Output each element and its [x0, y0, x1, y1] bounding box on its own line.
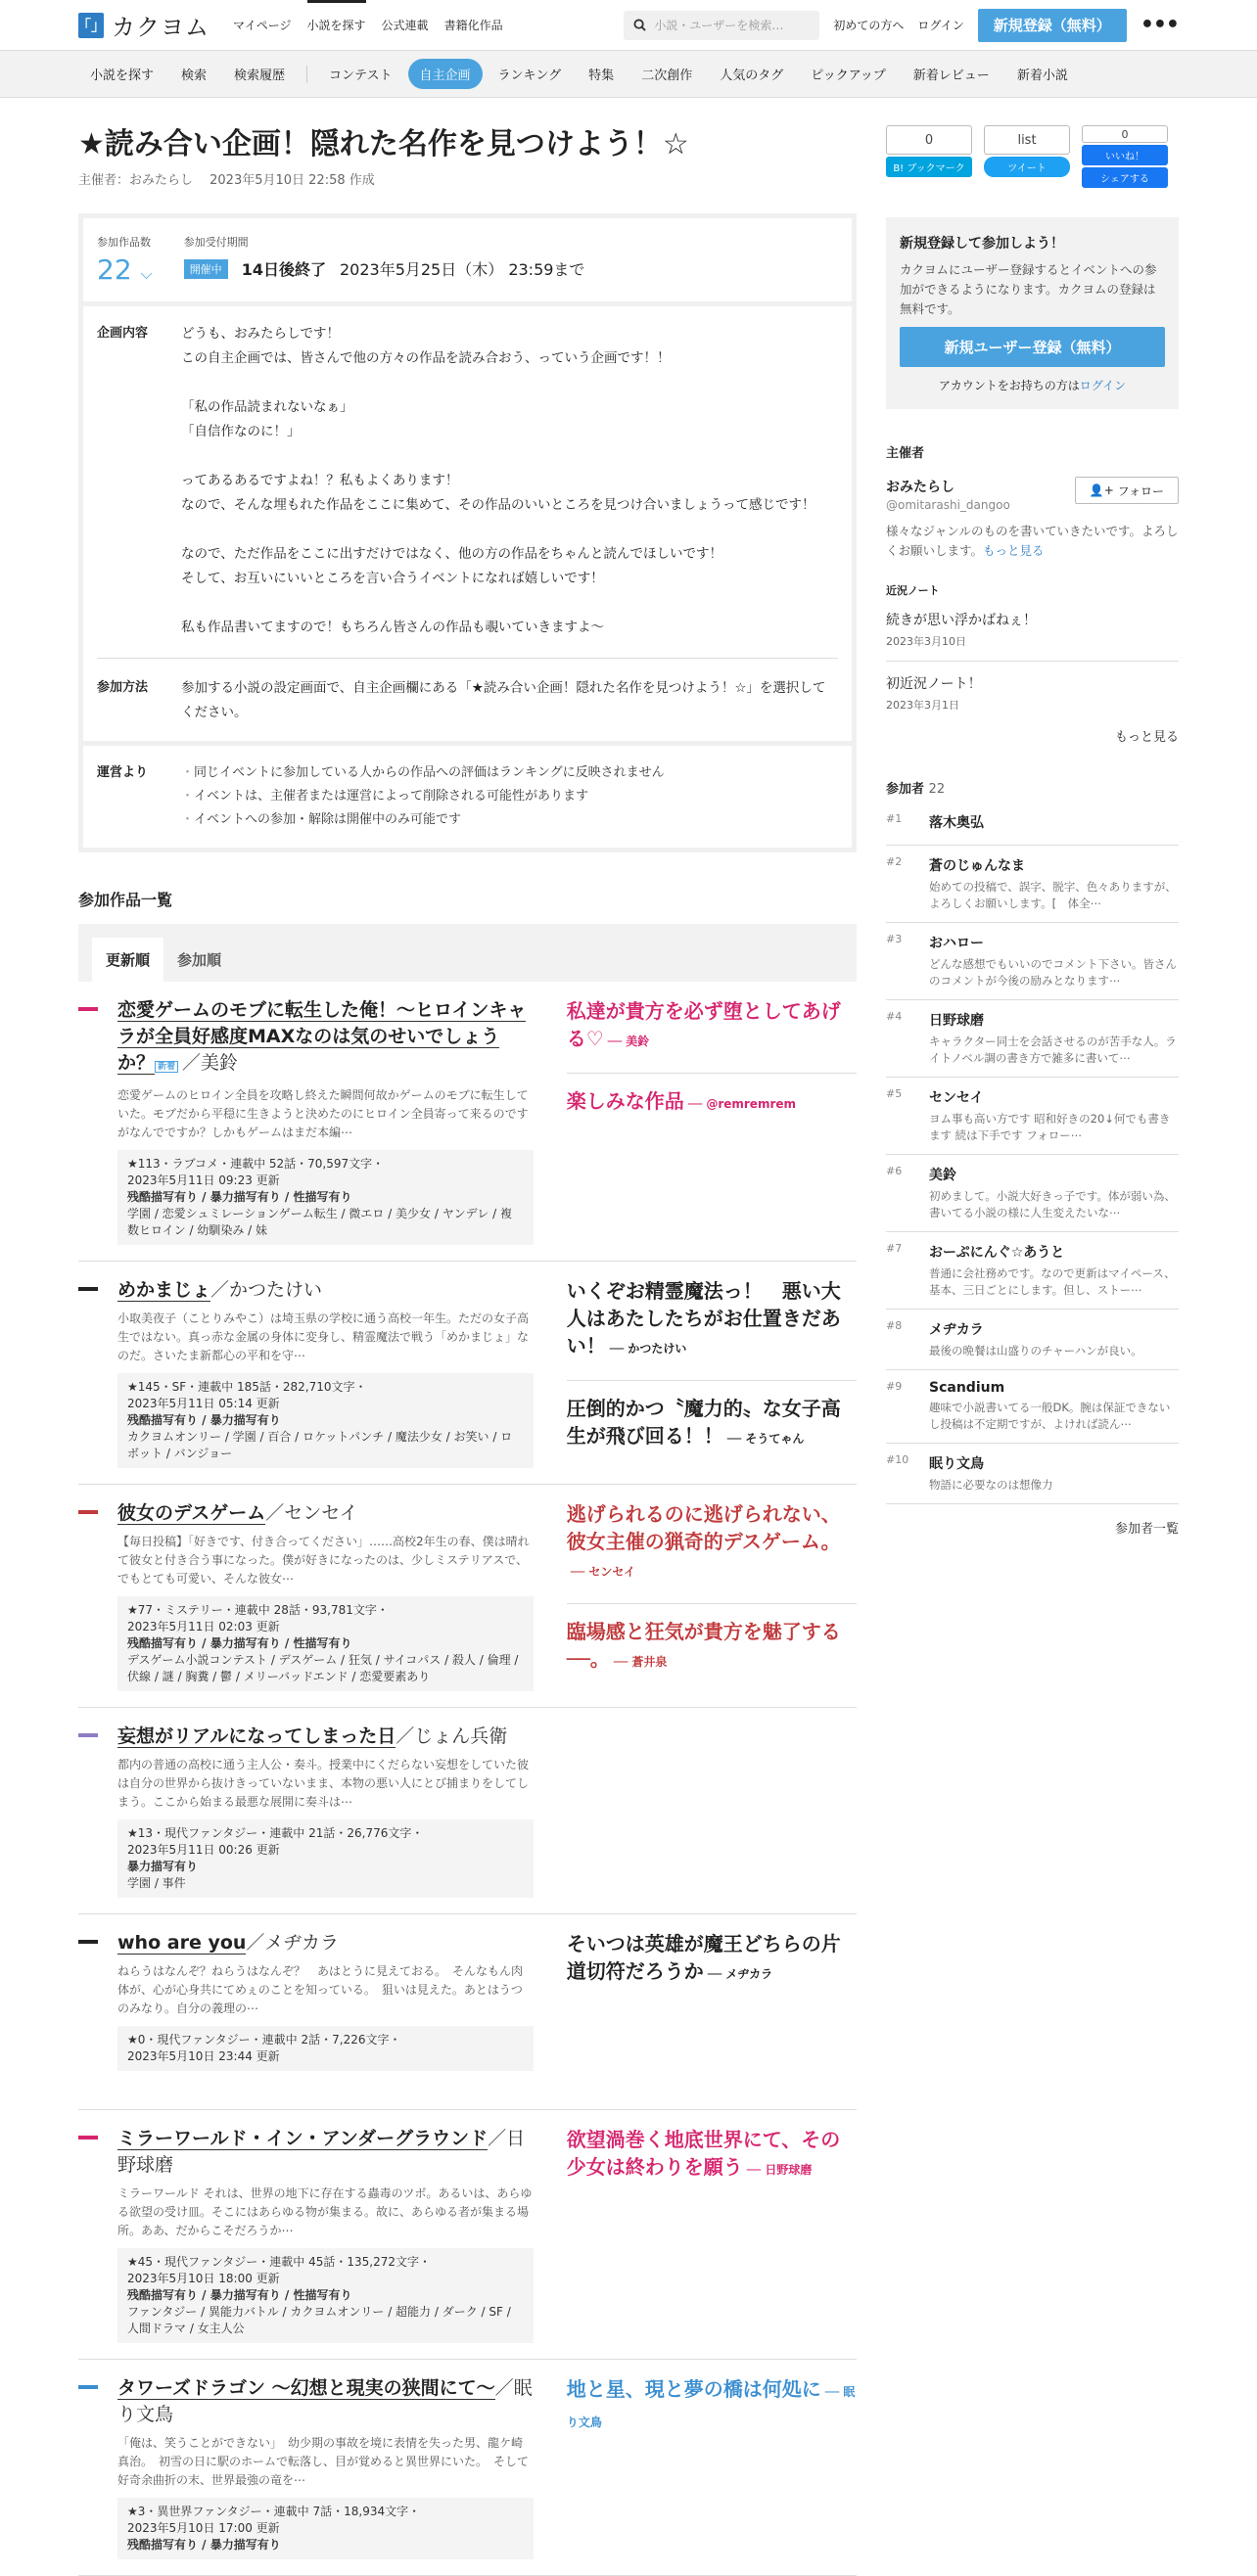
work-author-link[interactable]: ／センセイ [265, 1502, 358, 1524]
participant-rank: #10 [886, 1453, 909, 1466]
work-catches [567, 1500, 857, 1691]
work-catches [567, 2126, 857, 2343]
work-updated: 2023年5月11日 05:14 更新 [127, 1397, 280, 1410]
like-button[interactable]: いいね！ [1082, 145, 1168, 165]
catchphrase: 圧倒的かつ〝魔力的〟な女子高生が飛び回る！！ ── そうてゃん [567, 1380, 857, 1452]
count-label: 参加作品数 [97, 236, 151, 249]
content-line: どうも、おみたらしです！ [181, 326, 340, 342]
catchphrase: 逃げられるのに逃げられない、彼女主催の猟奇的デスゲーム。── センセイ [566, 1502, 841, 1579]
signup-text: カクヨムにユーザー登録するとイベントへの参加ができるようになります。カクヨムの登録は無料です。 [900, 262, 1157, 316]
participant-rank: #4 [886, 1010, 903, 1023]
admin-notes [181, 761, 665, 832]
work-intro: 【毎日投稿】「好きです、付き合ってください」……高校2年生の春、僕は晴れて彼女と付き合う事になった。僕が好きになったのは、少しミステリアスで、でもとても可愛い、そんな彼女⋯ [117, 1535, 530, 1586]
participant-name[interactable]: メヂカラ [929, 1322, 984, 1338]
user-plus-icon: 👤+ [1089, 483, 1118, 497]
follow-button[interactable]: 👤+ フォロー [1075, 477, 1179, 504]
work-item [78, 982, 857, 1262]
work-tags[interactable]: ファンタジー / 異能力バトル / カクヨムオンリー / 超能力 / ダーク / SF / 人間ドラマ / 女主人公 [127, 2305, 511, 2335]
admin-note: ・ イベントは、主催者または運営によって削除される可能性があります [181, 785, 665, 808]
catchphrase: 臨場感と狂気が貴方を魅了する──。 ── 蒼井泉 [567, 1603, 857, 1676]
work-updated: 2023年5月10日 18:00 更新 [127, 2272, 280, 2285]
participant-desc: 普通に会社務めです。なので更新はマイペース、基本、三日ごとにします。但し、ストー⋯ [929, 1266, 1176, 1297]
search-input[interactable] [624, 11, 819, 40]
subnav-features[interactable]: 特集 [588, 69, 615, 83]
global-header [0, 0, 1257, 51]
login-prompt: アカウントをお持ちの方は [938, 379, 1080, 392]
main-column [78, 125, 857, 2576]
tweet-share[interactable]: list ツイート [984, 125, 1070, 188]
tab-joined[interactable]: 参加順 [177, 951, 222, 969]
work-intro: 都内の普通の高校に通う主人公・奏斗。授業中にくだらない妄想をしていた彼は自分の世界から抜けきっていないまま、本物の悪い人にとび捕まりをしてしまう。ここから始まる最悪な展開に奏斗は⋯ [117, 1758, 530, 1809]
work-item [78, 1708, 857, 1914]
host-id: @omitarashi_dangoo [886, 498, 1010, 512]
participant-item[interactable] [886, 1444, 1179, 1504]
participant-name[interactable]: 落木奥弘 [929, 815, 984, 831]
participant-desc: 物語に必要なのは想像力 [929, 1478, 1053, 1492]
note-item[interactable]: 続きが思い浮かばねぇ！ 2023年3月10日 [886, 598, 1179, 662]
participant-desc: キャラクター同士を会話させるのが苦手な人。ライトノベル調の書き方で雑多に書いて⋯ [929, 1035, 1177, 1065]
admin-note: ・ イベントへの参加・解除は開催中のみ可能です [181, 808, 665, 832]
work-author-link[interactable]: ／メヂカラ [246, 1932, 340, 1954]
participant-rank: #2 [886, 855, 903, 868]
event-content [181, 322, 815, 640]
work-author-link[interactable]: ／かつたけい [210, 1279, 323, 1301]
work-stats: ★0・現代ファンタジー・連載中 2話・7,226文字・ [127, 2033, 401, 2047]
work-author-link[interactable]: ／美鈴 [182, 1052, 239, 1074]
work-stats: ★145・SF・連載中 185話・282,710文字・ [127, 1380, 367, 1394]
participant-rank: #1 [886, 812, 903, 825]
catchphrase: そいつは英雄が魔王どちらの片道切符だろうか ── メヂカラ [566, 1932, 841, 1983]
page-title: ★読み合い企画！隠れた名作を見つけよう！☆ [78, 127, 689, 161]
register-button[interactable]: 新規登録（無料） [978, 9, 1127, 42]
participants-list [886, 803, 1179, 1504]
bookmark-share[interactable]: 0 B! ブックマーク [886, 125, 972, 188]
subnav-contest[interactable]: コンテスト [329, 69, 393, 83]
work-title-link[interactable]: ミラーワールド・イン・アンダーグラウンド [117, 2128, 489, 2149]
subnav-fanfic[interactable]: 二次創作 [641, 69, 693, 83]
content-label: 企画内容 [97, 326, 149, 341]
work-tags[interactable]: 学園 / 事件 [127, 1876, 186, 1890]
deadline: 2023年5月25日（木） 23:59まで [339, 260, 585, 279]
logo-text: カクヨム [112, 14, 210, 41]
participant-rank: #5 [886, 1087, 903, 1100]
content-line [181, 518, 815, 542]
participant-item[interactable] [886, 1155, 1179, 1232]
work-intro: ミラーワールド それは、世界の地下に存在する蟲毒のツボ。あるいは、あらゆる欲望の受け皿。そこにはあらゆる物が集まる。故に、あらゆる者が集まる場所。ああ、だからこそだろうか⋯ [117, 2186, 533, 2237]
participant-desc: 始めての投稿で、誤字、脱字、色々ありますが、よろしくお願いします。[ 体全⋯ [929, 880, 1177, 910]
subnav-reviews[interactable]: 新着レビュー [912, 69, 990, 83]
host-label: 主催者 [886, 446, 925, 461]
subnav-divider [306, 66, 307, 83]
work-info [117, 2248, 534, 2343]
subnav-tags[interactable]: 人気のタグ [720, 69, 784, 83]
content-line: なので、ただ作品をここに出すだけではなく、他の方の作品をちゃんと読んでほしいです！ [181, 546, 722, 562]
participant-desc: ヨム事も高い方です 昭和好きの20↓何でも書きます 続は下手です フォロー⋯ [929, 1112, 1171, 1142]
work-item [78, 2360, 857, 2576]
work-flags: 残酷描写有り / 暴力描写有り / 性描写有り [127, 2288, 352, 2302]
work-title-link[interactable]: タワーズドラゴン 〜幻想と現実の狭間にて〜 [117, 2377, 495, 2399]
participant-item[interactable] [886, 1370, 1179, 1444]
notes-label: 近況ノート [886, 584, 940, 597]
content-line: 私も作品書いてますので！もちろん皆さんの作品も覗いていきますよ〜 [181, 620, 604, 635]
work-stats: ★3・異世界ファンタジー・連載中 7話・18,934文字・ [127, 2505, 421, 2518]
content-line [181, 444, 815, 469]
work-updated: 2023年5月11日 02:03 更新 [127, 1620, 280, 1633]
participant-item[interactable] [886, 803, 1179, 846]
subnav-user-events[interactable]: 自主企画 [408, 59, 483, 89]
work-info [117, 1819, 534, 1898]
work-item [78, 1914, 857, 2110]
participant-rank: #9 [886, 1380, 903, 1393]
note-item[interactable]: 初近況ノート！ 2023年3月1日 [886, 676, 982, 712]
catchphrase: いくぞお精霊魔法っ！ 悪い大人はあたしたちがお仕置きだあい！ ── かつたけい [566, 1279, 841, 1357]
period-label: 参加受付期間 [183, 236, 249, 249]
work-catches [567, 1277, 857, 1468]
genre-color-bar [78, 2385, 98, 2389]
event-meta: 主催者：おみたらし 2023年5月10日 22:58 作成 [78, 173, 375, 188]
work-intro: 小取美夜子（ことりみやこ）は埼玉県の学校に通う高校一年生。ただの女子高生ではない。真っ赤な金属の身体に変身し、精霊魔法で戦う「めかまじょ」なのだ。さいたま新都心の平和を守⋯ [117, 1311, 530, 1362]
work-updated: 2023年5月10日 17:00 更新 [127, 2521, 280, 2535]
participant-name[interactable]: センセイ [929, 1090, 984, 1106]
genre-color-bar [78, 1007, 98, 1011]
work-flags: 暴力描写有り [127, 1860, 199, 1873]
participant-item[interactable] [886, 923, 1179, 1000]
subnav-history[interactable]: 検索履歴 [234, 69, 286, 83]
work-tags[interactable]: カクヨムオンリー / 学園 / 百合 / ロケットパンチ / 魔法少女 / お笑い / ロボット / バンジョー [127, 1430, 513, 1460]
work-info [117, 1150, 534, 1245]
tab-updated[interactable]: 更新順 [92, 938, 163, 982]
notes-more-link[interactable]: もっと見る [1114, 730, 1179, 745]
work-title-link[interactable]: who are you [117, 1932, 247, 1954]
content-line: この自主企画では、皆さんで他の方々の作品を読み合おう、っていう企画です！！ [181, 350, 671, 366]
work-flags: 残酷描写有り / 暴力描写有り [127, 1413, 281, 1427]
facebook-share[interactable]: 0 いいね！ シェアする [1082, 125, 1168, 188]
work-author-link[interactable]: ／眠り文鳥 [117, 2377, 533, 2425]
participant-desc: 趣味で小説書いてる一般DK。腕は保証できないし投稿は不定期ですが、よければ読ん⋯ [929, 1401, 1171, 1431]
catchphrase: 楽しみな作品 ── @remremrem [567, 1073, 857, 1118]
participant-item[interactable] [886, 1232, 1179, 1310]
work-author-link[interactable]: ／じょん兵衛 [396, 1725, 508, 1747]
catchphrase: 欲望渦巻く地底世界にて、その少女は終わりを願う ── 日野球磨 [566, 2128, 841, 2179]
new-badge: 新着 [155, 1061, 178, 1073]
work-flags: 残酷描写有り / 暴力描写有り / 性描写有り [127, 1190, 352, 1204]
work-title-link[interactable]: 恋愛ゲームのモブに転生した俺！～ヒロインキャラが全員好感度MAXなのは気のせいでしょうか？ [117, 999, 527, 1074]
subnav-search[interactable]: 検索 [181, 69, 208, 83]
work-stats: ★13・現代ファンタジー・連載中 21話・26,776文字・ [127, 1826, 424, 1840]
work-tags[interactable]: 学園 / 恋愛シュミレーションゲーム転生 / 微エロ / 美少女 / ヤンデレ / 複数ヒロイン / 幼馴染み / 妹 [127, 1207, 513, 1237]
notes-list [886, 598, 1179, 724]
work-stats: ★45・現代ファンタジー・連載中 45話・135,272文字・ [127, 2255, 432, 2269]
subnav-search-novels[interactable]: 小説を探す [90, 69, 155, 83]
signup-panel [886, 217, 1179, 409]
participant-name[interactable]: Scandium [929, 1380, 1005, 1396]
work-catches [567, 1930, 857, 2093]
work-info [117, 1596, 534, 1691]
entry-count[interactable]: 22 ⌵ [97, 253, 153, 286]
tweet-button[interactable]: ツイート [984, 157, 1070, 177]
work-item [78, 1262, 857, 1485]
work-tags[interactable]: デスゲーム小説コンテスト / デスゲーム / 狂気 / サイコパス / 殺人 / 倫理 / 伏線 / 謎 / 胸糞 / 鬱 / メリーバッドエンド / 恋愛要素あり [127, 1653, 519, 1683]
work-intro: 恋愛ゲームのヒロイン全員を攻略し終えた瞬間何故かゲームのモブに転生していた。モブだから平穏に生きようと決めたのにヒロイン全員寄って来るのですがなんでですか？しかもゲームはまだ本編⋯ [117, 1088, 529, 1139]
subnav-ranking[interactable]: ランキング [497, 69, 562, 83]
participant-name[interactable]: おーぷにんぐ☆あうと [929, 1245, 1065, 1261]
works-list [78, 982, 857, 2576]
nav-mypage[interactable]: マイページ [233, 19, 292, 32]
participant-name[interactable]: 眠り文鳥 [929, 1456, 984, 1472]
genre-color-bar [78, 2136, 98, 2139]
work-updated: 2023年5月10日 23:44 更新 [127, 2049, 280, 2063]
nav-books[interactable]: 書籍化作品 [443, 19, 503, 32]
content-line: 「私の作品読まれないなぁ」 [181, 399, 353, 415]
genre-color-bar [78, 1510, 98, 1514]
content-line: そして、お互いにいいところを言い合うイベントになれば嬉しいです！ [181, 571, 604, 586]
search-placeholder: 小説・ユーザーを検索… [654, 19, 784, 32]
work-info [117, 2498, 534, 2559]
signup-login-link[interactable]: ログイン [1079, 379, 1127, 392]
participant-name[interactable]: おハロー [929, 936, 984, 951]
catchphrase: 地と星、現と夢の橋は何処に ── 眠り文鳥 [566, 2377, 856, 2429]
genre-color-bar [78, 1940, 98, 1944]
participant-desc: 初めまして。小説大好きっ子です。体が弱い為、書いてる小説の様に人生変えたいな⋯ [929, 1189, 1176, 1219]
genre-color-bar [78, 1733, 98, 1737]
chevron-down-icon: ⌵ [140, 264, 153, 283]
catchphrase: 私達が貴方を必ず堕としてあげる♡ ── 美鈴 [566, 999, 841, 1050]
bookmark-button[interactable]: B! ブックマーク [886, 157, 972, 177]
work-author-link[interactable]: ／日野球磨 [117, 2128, 526, 2176]
content-line: ってあるあるですよね！？私もよくあります！ [181, 473, 459, 488]
admin-note: ・ 同じイベントに参加している人からの作品への評価はランキングに反映されません [181, 761, 665, 785]
nav-official[interactable]: 公式連載 [381, 19, 429, 32]
work-stats: ★77・ミステリー・連載中 28話・93,781文字・ [127, 1603, 389, 1617]
content-line [181, 591, 815, 616]
content-line: なので、そんな埋もれた作品をここに集めて、その作品のいいところを見つけ合いましょうって感じです！ [181, 497, 815, 513]
content-line [181, 371, 815, 395]
participant-name[interactable]: 美鈴 [929, 1168, 956, 1183]
status-badge: 開催中 [184, 259, 228, 279]
method-label: 参加方法 [97, 680, 149, 695]
participant-item[interactable] [886, 1000, 1179, 1078]
participants-label: 参加者 22 [886, 782, 946, 797]
work-item [78, 1485, 857, 1708]
work-title-link[interactable]: 妄想がリアルになってしまった日 [117, 1725, 396, 1747]
genre-color-bar [78, 1287, 98, 1291]
participant-name[interactable]: 日野球磨 [929, 1013, 984, 1029]
participant-desc: どんな感想でもいいのでコメント下さい。皆さんのコメントが今後の励みとなります⋯ [929, 957, 1177, 988]
work-flags: 残酷描写有り / 暴力描写有り [127, 2538, 281, 2552]
participant-desc: 最後の晩餐は山盛りのチャーハンが良い。 [929, 1344, 1142, 1357]
work-title-link[interactable]: 彼女のデスゲーム [117, 1502, 266, 1524]
work-title-link[interactable]: めかまじょ [117, 1279, 211, 1301]
work-catches [567, 997, 857, 1245]
participant-rank: #7 [886, 1242, 903, 1255]
sort-tabs [78, 924, 857, 982]
share-buttons [886, 125, 1179, 188]
work-item [78, 2110, 857, 2360]
logo-mark: 「」 [78, 13, 104, 38]
host-more-link[interactable]: もっと見る [983, 543, 1045, 558]
work-catches [567, 2375, 857, 2559]
works-list-title: 参加作品一覧 [78, 891, 173, 909]
signup-button[interactable]: 新規ユーザー登録（無料） [900, 327, 1165, 367]
more-menu-icon[interactable]: ••• [1140, 13, 1179, 37]
content-line: 「自信作なのに！」 [181, 424, 301, 439]
work-info [117, 1373, 534, 1468]
participant-item[interactable] [886, 1078, 1179, 1155]
participant-rank: #3 [886, 933, 903, 945]
participant-item[interactable] [886, 846, 1179, 923]
sidebar [886, 125, 1179, 2576]
search-icon [633, 19, 646, 31]
work-intro: ねらうはなんぞ？ねらうはなんぞ？ あはとうに見えておる。 そんなもん肉体が、心が心身共にてめぇのことを知っている。 狙いは見えた。あとはうつのみなり。自分の義理の⋯ [117, 1964, 524, 2015]
logo[interactable] [78, 8, 210, 42]
participant-rank: #8 [886, 1319, 903, 1332]
host-desc: 様々なジャンルのものを書いていきたいです。よろしくお願いします。もっと見る [886, 524, 1179, 558]
subnav-pickup[interactable]: ピックアップ [811, 69, 886, 83]
work-stats: ★113・ラブコメ・連載中 52話・70,597文字・ [127, 1157, 385, 1171]
work-intro: 「俺は、笑うことができない」 幼少期の事故を境に表情を失った男、龍ケ崎真治。 初雪の日に駅のホームで転落し、目が覚めると異世界にいた。 そして好奇余曲折の末、世界最強の竜を⋯ [117, 2436, 530, 2487]
nav-search-novels[interactable]: 小説を探す [307, 0, 366, 51]
subnav-new-novels[interactable]: 新着小説 [1016, 69, 1068, 83]
share-button[interactable]: シェアする [1082, 167, 1168, 188]
signup-title: 新規登録して参加しよう！ [900, 236, 1064, 252]
participant-rank: #6 [886, 1165, 903, 1177]
work-flags: 残酷描写有り / 暴力描写有り / 性描写有り [127, 1636, 352, 1650]
work-info [117, 2026, 534, 2071]
work-updated: 2023年5月11日 00:26 更新 [127, 1843, 280, 1857]
work-catches [567, 1724, 857, 1898]
first-time-link[interactable]: 初めての方へ [833, 19, 905, 32]
method-text: 参加する小説の設定画面で、自主企画欄にある「★読み合い企画！隠れた名作を見つけよう！☆」を選択してください。 [181, 680, 826, 720]
sub-nav [0, 51, 1257, 98]
admin-label: 運営より [97, 765, 149, 780]
remaining-days: 14日後終了 [241, 260, 326, 279]
participant-name[interactable]: 蒼のじゅんなま [929, 858, 1025, 874]
host-name[interactable]: おみたらし [886, 480, 954, 495]
work-updated: 2023年5月11日 09:23 更新 [127, 1173, 280, 1187]
global-nav [233, 0, 503, 51]
participants-all-link[interactable]: 参加者一覧 [1114, 1522, 1179, 1537]
participant-item[interactable] [886, 1310, 1179, 1370]
event-box [78, 213, 857, 852]
login-link[interactable]: ログイン [917, 19, 964, 32]
